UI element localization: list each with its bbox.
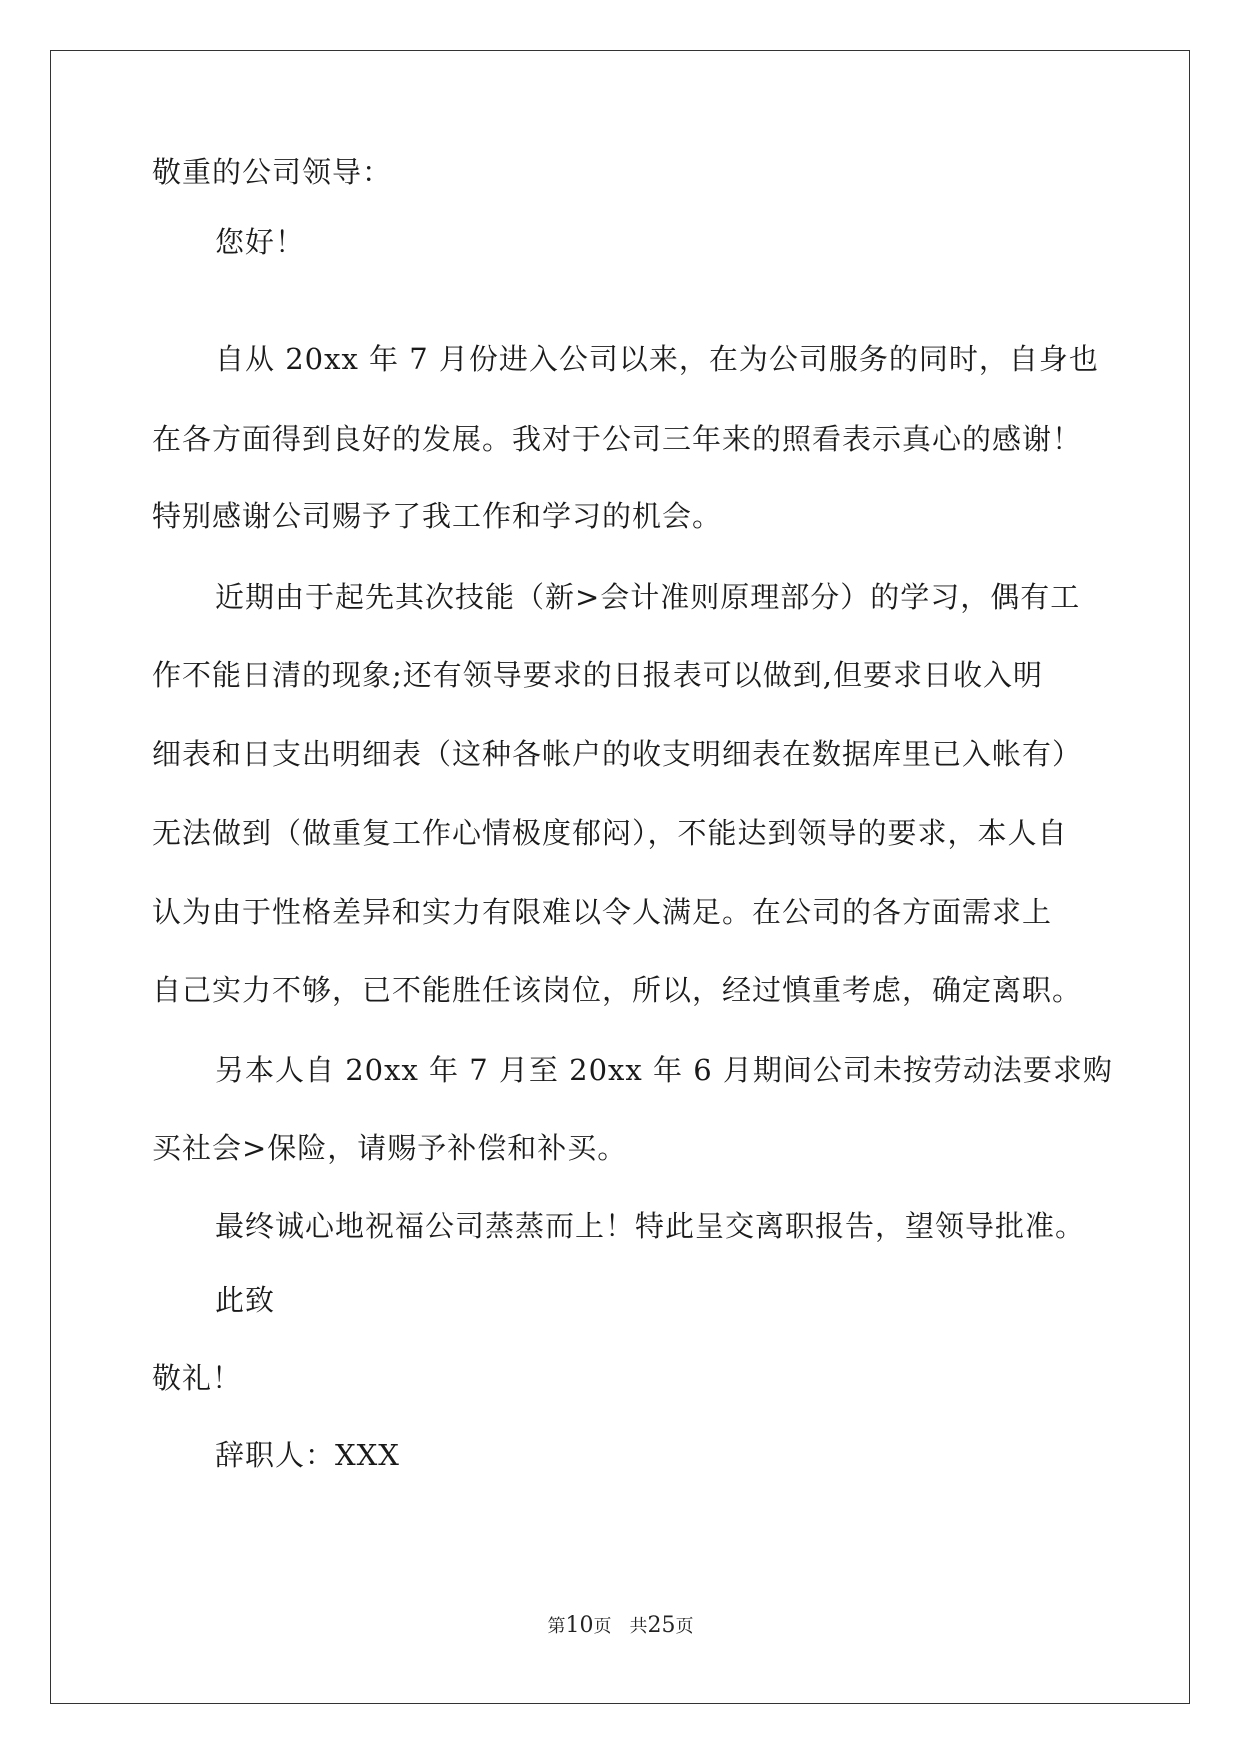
paragraph-4: 最终诚心地祝福公司蒸蒸而上！特此呈交离职报告，望领导批准。 bbox=[215, 1209, 1086, 1243]
paragraph-2-line-4: 无法做到（做重复工作心情极度郁闷），不能达到领导的要求，本人自 bbox=[152, 816, 1068, 850]
paragraph-3-line-1: 另本人自 20xx 年 7 月至 20xx 年 6 月期间公司未按劳动法要求购 bbox=[215, 1053, 1113, 1087]
paragraph-2-line-6: 自己实力不够，已不能胜任该岗位，所以，经过慎重考虑，确定离职。 bbox=[152, 973, 1083, 1007]
salutation: 敬重的公司领导： bbox=[152, 155, 393, 189]
greeting: 您好！ bbox=[215, 225, 306, 259]
paragraph-2-line-2: 作不能日清的现象;还有领导要求的日报表可以做到,但要求日收入明 bbox=[152, 658, 1043, 692]
footer-suffix: 页 bbox=[675, 1616, 694, 1637]
page-footer bbox=[0, 1612, 1241, 1638]
closing-line-1: 此致 bbox=[215, 1283, 276, 1317]
paragraph-3-line-2: 买社会>保险，请赐予补偿和补买。 bbox=[152, 1131, 628, 1165]
paragraph-1-line-3: 特别感谢公司赐予了我工作和学习的机会。 bbox=[152, 499, 723, 533]
footer-middle: 页 共 bbox=[593, 1616, 648, 1637]
paragraph-2-line-1: 近期由于起先其次技能（新>会计准则原理部分）的学习，偶有工 bbox=[215, 580, 1081, 614]
paragraph-1-line-2: 在各方面得到良好的发展。我对于公司三年来的照看表示真心的感谢！ bbox=[152, 422, 1083, 456]
paragraph-2-line-5: 认为由于性格差异和实力有限难以令人满足。在公司的各方面需求上 bbox=[152, 895, 1053, 929]
paragraph-1-line-1: 自从 20xx 年 7 月份进入公司以来，在为公司服务的同时，自身也 bbox=[215, 342, 1099, 376]
total-page-count: 25 bbox=[647, 1613, 676, 1638]
signature: 辞职人：XXX bbox=[215, 1438, 400, 1472]
footer-prefix: 第 bbox=[547, 1616, 566, 1637]
closing-line-2: 敬礼！ bbox=[152, 1361, 243, 1395]
current-page-number: 10 bbox=[565, 1613, 594, 1638]
paragraph-2-line-3: 细表和日支出明细表（这种各帐户的收支明细表在数据库里已入帐有） bbox=[152, 737, 1083, 771]
